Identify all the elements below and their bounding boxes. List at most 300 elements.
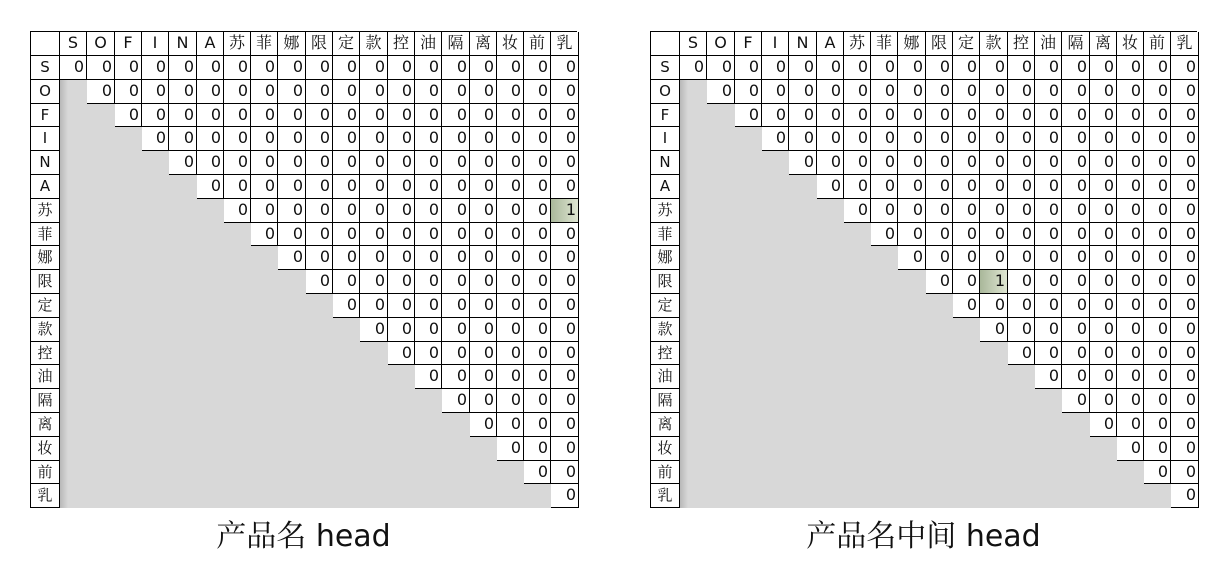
matrix-cell: 0	[1008, 175, 1035, 199]
matrix-cell: 0	[278, 175, 306, 199]
matrix-cell: 0	[1035, 80, 1062, 104]
row-header: 娜	[31, 246, 60, 270]
matrix-cell: 0	[980, 246, 1008, 270]
matrix-cell: 0	[953, 270, 980, 294]
matrix-cell: 0	[251, 223, 278, 246]
column-header: 乳	[551, 32, 579, 56]
matrix-cell: 0	[551, 484, 579, 508]
matrix-cell: 0	[497, 294, 524, 318]
matrix-cell: 0	[306, 104, 333, 127]
column-header: 定	[333, 32, 360, 56]
matrix-cell: 0	[470, 294, 497, 318]
matrix-cell: 0	[360, 270, 388, 294]
matrix-cell: 0	[1117, 342, 1144, 365]
matrix-cell: 0	[470, 365, 497, 389]
matrix-cell: 0	[115, 104, 142, 127]
row-header: 妆	[31, 437, 60, 461]
row-header: 离	[31, 413, 60, 437]
matrix-cell: 0	[278, 127, 306, 151]
matrix-cell: 0	[470, 175, 497, 199]
matrix-cell: 0	[470, 151, 497, 175]
matrix-cell: 0	[1144, 437, 1171, 461]
matrix-cell: 0	[953, 56, 980, 80]
matrix-cell: 0	[360, 318, 388, 342]
matrix-cell: 0	[551, 223, 579, 246]
matrix-cell: 0	[1035, 294, 1062, 318]
matrix-cell: 0	[1090, 223, 1117, 246]
matrix-cell: 0	[497, 80, 524, 104]
matrix-cell: 0	[1035, 318, 1062, 342]
matrix-cell: 0	[1117, 318, 1144, 342]
matrix-cell: 0	[953, 80, 980, 104]
column-header: 离	[1090, 32, 1117, 56]
matrix-cell: 0	[1117, 294, 1144, 318]
matrix-cell: 0	[497, 413, 524, 437]
matrix-cell: 0	[333, 270, 360, 294]
matrix-cell: 0	[844, 80, 871, 104]
matrix-cell: 0	[1035, 223, 1062, 246]
matrix-cell: 0	[871, 175, 898, 199]
matrix-cell: 0	[926, 199, 953, 223]
matrix-cell: 0	[442, 270, 470, 294]
matrix-cell: 0	[360, 223, 388, 246]
matrix-cell: 0	[1035, 104, 1062, 127]
matrix-cell: 0	[442, 342, 470, 365]
matrix-cell: 0	[707, 80, 735, 104]
matrix-cell: 0	[1090, 151, 1117, 175]
matrix-cell: 0	[1144, 461, 1171, 484]
row-header: 妆	[651, 437, 680, 461]
matrix-cell: 0	[1062, 175, 1090, 199]
matrix-cell: 0	[524, 461, 551, 484]
matrix-cell: 0	[1171, 461, 1199, 484]
matrix-cell: 0	[789, 127, 817, 151]
matrix-cell: 0	[551, 270, 579, 294]
matrix-cell: 0	[306, 56, 333, 80]
matrix-cell: 0	[980, 104, 1008, 127]
matrix-cell: 0	[1008, 294, 1035, 318]
matrix-cell: 0	[1062, 104, 1090, 127]
column-header: A	[817, 32, 844, 56]
matrix-cell: 0	[1171, 151, 1199, 175]
matrix-cell: 0	[1008, 80, 1035, 104]
matrix-cell: 0	[524, 437, 551, 461]
column-header: F	[735, 32, 762, 56]
matrix-cell: 0	[551, 342, 579, 365]
row-header: A	[31, 175, 60, 199]
matrix-cell: 0	[1062, 270, 1090, 294]
matrix-cell: 0	[442, 294, 470, 318]
matrix-cell: 0	[333, 104, 360, 127]
matrix-cell: 0	[224, 127, 251, 151]
matrix-cell: 0	[953, 246, 980, 270]
matrix-cell: 0	[551, 104, 579, 127]
matrix-cell: 0	[1144, 104, 1171, 127]
matrix-cell: 0	[388, 199, 415, 223]
row-header: 菲	[651, 223, 680, 246]
matrix-cell: 0	[1062, 223, 1090, 246]
matrix-cell: 0	[1117, 389, 1144, 413]
matrix-cell: 0	[470, 56, 497, 80]
matrix-cell: 0	[1035, 175, 1062, 199]
matrix-cell: 0	[735, 104, 762, 127]
matrix-cell: 0	[333, 294, 360, 318]
matrix-cell: 0	[844, 199, 871, 223]
matrix-cell: 0	[551, 365, 579, 389]
matrix-cell: 0	[551, 294, 579, 318]
row-header: I	[651, 127, 680, 151]
column-header: I	[762, 32, 789, 56]
matrix-grid-right	[650, 31, 1197, 508]
matrix-cell: 0	[306, 80, 333, 104]
matrix-cell: 0	[1090, 199, 1117, 223]
matrix-cell: 0	[415, 318, 442, 342]
matrix-cell: 0	[197, 56, 224, 80]
matrix-cell: 0	[333, 223, 360, 246]
matrix-cell: 0	[1144, 151, 1171, 175]
matrix-cell: 0	[497, 437, 524, 461]
matrix-cell: 0	[1117, 270, 1144, 294]
matrix-cell: 0	[169, 56, 197, 80]
column-header: 油	[415, 32, 442, 56]
matrix-cell: 0	[60, 56, 87, 80]
matrix-cell: 0	[251, 199, 278, 223]
matrix-cell: 0	[87, 56, 115, 80]
matrix-cell: 0	[278, 223, 306, 246]
matrix-cell: 0	[388, 246, 415, 270]
matrix-corner	[651, 32, 680, 56]
matrix-cell: 0	[871, 104, 898, 127]
matrix-cell: 0	[871, 199, 898, 223]
column-header: 苏	[224, 32, 251, 56]
matrix-cell: 0	[360, 151, 388, 175]
highlighted-cell: 1	[551, 199, 579, 223]
matrix-cell: 0	[817, 175, 844, 199]
matrix-cell: 0	[442, 389, 470, 413]
row-header: 离	[651, 413, 680, 437]
matrix-cell: 0	[497, 365, 524, 389]
matrix-cell: 0	[926, 56, 953, 80]
matrix-cell: 0	[1144, 127, 1171, 151]
matrix-cell: 0	[415, 246, 442, 270]
matrix-cell: 0	[1090, 56, 1117, 80]
matrix-cell: 0	[388, 223, 415, 246]
matrix-cell: 0	[169, 104, 197, 127]
matrix-cell: 0	[926, 246, 953, 270]
matrix-cell: 0	[224, 104, 251, 127]
column-header: S	[60, 32, 87, 56]
matrix-cell: 0	[1035, 151, 1062, 175]
column-header: 控	[1008, 32, 1035, 56]
row-header: 苏	[31, 199, 60, 223]
matrix-cell: 0	[333, 151, 360, 175]
matrix-cell: 0	[524, 223, 551, 246]
matrix-cell: 0	[524, 246, 551, 270]
column-header: O	[707, 32, 735, 56]
matrix-cell: 0	[142, 127, 169, 151]
highlighted-cell: 1	[980, 270, 1008, 294]
matrix-cell: 0	[1090, 104, 1117, 127]
matrix-cell: 0	[844, 127, 871, 151]
matrix-cell: 0	[789, 80, 817, 104]
matrix-cell: 0	[306, 175, 333, 199]
matrix-cell: 0	[1171, 127, 1199, 151]
matrix-cell: 0	[224, 175, 251, 199]
matrix-cell: 0	[360, 199, 388, 223]
matrix-cell: 0	[1035, 199, 1062, 223]
matrix-cell: 0	[1062, 80, 1090, 104]
matrix-cell: 0	[1008, 270, 1035, 294]
matrix-cell: 0	[953, 104, 980, 127]
matrix-cell: 0	[442, 80, 470, 104]
matrix-cell: 0	[333, 199, 360, 223]
matrix-cell: 0	[1008, 342, 1035, 365]
matrix-cell: 0	[1144, 175, 1171, 199]
matrix-cell: 0	[442, 127, 470, 151]
matrix-cell: 0	[470, 223, 497, 246]
matrix-cell: 0	[953, 223, 980, 246]
matrix-cell: 0	[497, 127, 524, 151]
matrix-cell: 0	[1144, 318, 1171, 342]
matrix-cell: 0	[551, 437, 579, 461]
matrix-cell: 0	[306, 223, 333, 246]
matrix-cell: 0	[442, 318, 470, 342]
matrix-cell: 0	[415, 104, 442, 127]
matrix-cell: 0	[953, 294, 980, 318]
row-header: 油	[651, 365, 680, 389]
matrix-cell: 0	[333, 246, 360, 270]
matrix-cell: 0	[524, 389, 551, 413]
matrix-cell: 0	[388, 175, 415, 199]
row-header: 油	[31, 365, 60, 389]
matrix-cell: 0	[1035, 270, 1062, 294]
matrix-cell: 0	[926, 151, 953, 175]
matrix-cell: 0	[1117, 127, 1144, 151]
matrix-cell: 0	[1062, 246, 1090, 270]
matrix-cell: 0	[415, 294, 442, 318]
matrix-cell: 0	[142, 80, 169, 104]
matrix-cell: 0	[1035, 127, 1062, 151]
matrix-cell: 0	[1117, 246, 1144, 270]
caption-left: 产品名 head	[216, 519, 391, 554]
matrix-cell: 0	[524, 294, 551, 318]
matrix-cell: 0	[1008, 318, 1035, 342]
matrix-cell: 0	[1117, 365, 1144, 389]
matrix-cell: 0	[735, 56, 762, 80]
matrix-cell: 0	[980, 56, 1008, 80]
matrix-cell: 0	[1008, 56, 1035, 80]
matrix-cell: 0	[980, 175, 1008, 199]
matrix-cell: 0	[415, 365, 442, 389]
matrix-cell: 0	[415, 56, 442, 80]
row-header: 乳	[651, 484, 680, 508]
matrix-cell: 0	[1171, 270, 1199, 294]
matrix-cell: 0	[1171, 365, 1199, 389]
matrix-cell: 0	[707, 56, 735, 80]
matrix-cell: 0	[1144, 223, 1171, 246]
matrix-cell: 0	[1062, 127, 1090, 151]
column-header: A	[197, 32, 224, 56]
column-header: 菲	[251, 32, 278, 56]
matrix-cell: 0	[306, 151, 333, 175]
matrix-cell: 0	[197, 127, 224, 151]
matrix-cell: 0	[524, 127, 551, 151]
matrix-cell: 0	[388, 56, 415, 80]
row-header: 乳	[31, 484, 60, 508]
column-header: 离	[470, 32, 497, 56]
matrix-cell: 0	[388, 270, 415, 294]
matrix-cell: 0	[360, 246, 388, 270]
matrix-cell: 0	[1090, 246, 1117, 270]
row-header: 隔	[651, 389, 680, 413]
matrix-cell: 0	[142, 104, 169, 127]
matrix-cell: 0	[953, 151, 980, 175]
matrix-cell: 0	[898, 56, 926, 80]
matrix-cell: 0	[980, 80, 1008, 104]
matrix-cell: 0	[278, 151, 306, 175]
matrix-cell: 0	[1090, 365, 1117, 389]
matrix-cell: 0	[115, 80, 142, 104]
matrix-cell: 0	[278, 80, 306, 104]
matrix-cell: 0	[497, 104, 524, 127]
matrix-cell: 0	[980, 223, 1008, 246]
matrix-cell: 0	[953, 199, 980, 223]
matrix-cell: 0	[844, 104, 871, 127]
matrix-cell: 0	[333, 56, 360, 80]
matrix-cell: 0	[1090, 318, 1117, 342]
matrix-cell: 0	[871, 127, 898, 151]
matrix-cell: 0	[197, 104, 224, 127]
matrix-cell: 0	[1090, 413, 1117, 437]
row-header: 定	[31, 294, 60, 318]
matrix-cell: 0	[1144, 413, 1171, 437]
matrix-cell: 0	[1144, 294, 1171, 318]
matrix-cell: 0	[251, 175, 278, 199]
column-header: 前	[1144, 32, 1171, 56]
matrix-cell: 0	[1171, 104, 1199, 127]
matrix-cell: 0	[497, 199, 524, 223]
matrix-cell: 0	[497, 56, 524, 80]
column-header: N	[789, 32, 817, 56]
column-header: 苏	[844, 32, 871, 56]
matrix-cell: 0	[980, 294, 1008, 318]
matrix-cell: 0	[388, 318, 415, 342]
matrix-cell: 0	[470, 389, 497, 413]
matrix-cell: 0	[1090, 127, 1117, 151]
matrix-cell: 0	[470, 127, 497, 151]
row-header: F	[651, 104, 680, 127]
matrix-cell: 0	[1171, 342, 1199, 365]
row-header: 控	[31, 342, 60, 365]
matrix-cell: 0	[497, 175, 524, 199]
row-header: 款	[31, 318, 60, 342]
matrix-cell: 0	[360, 104, 388, 127]
matrix-cell: 0	[898, 80, 926, 104]
matrix-cell: 0	[762, 80, 789, 104]
column-header: 控	[388, 32, 415, 56]
row-header: 菲	[31, 223, 60, 246]
matrix-cell: 0	[980, 151, 1008, 175]
matrix-cell: 0	[1090, 80, 1117, 104]
matrix-cell: 0	[817, 104, 844, 127]
matrix-cell: 0	[1062, 294, 1090, 318]
matrix-cell: 0	[442, 151, 470, 175]
column-header: S	[680, 32, 707, 56]
matrix-cell: 0	[762, 104, 789, 127]
matrix-cell: 0	[497, 389, 524, 413]
matrix-cell: 0	[497, 223, 524, 246]
matrix-cell: 0	[415, 342, 442, 365]
row-header: 前	[651, 461, 680, 484]
matrix-cell: 0	[1035, 342, 1062, 365]
matrix-cell: 0	[1062, 56, 1090, 80]
matrix-cell: 0	[1171, 294, 1199, 318]
matrix-cell: 0	[551, 175, 579, 199]
matrix-cell: 0	[333, 80, 360, 104]
matrix-cell: 0	[470, 104, 497, 127]
matrix-cell: 0	[87, 80, 115, 104]
row-header: O	[651, 80, 680, 104]
matrix-cell: 0	[1171, 318, 1199, 342]
matrix-cell: 0	[1171, 484, 1199, 508]
matrix-cell: 0	[442, 246, 470, 270]
matrix-cell: 0	[980, 127, 1008, 151]
matrix-cell: 0	[306, 127, 333, 151]
column-header: 菲	[871, 32, 898, 56]
matrix-cell: 0	[551, 389, 579, 413]
matrix-cell: 0	[224, 80, 251, 104]
matrix-cell: 0	[1171, 199, 1199, 223]
matrix-cell: 0	[1008, 127, 1035, 151]
matrix-cell: 0	[680, 56, 707, 80]
matrix-cell: 0	[1144, 80, 1171, 104]
matrix-cell: 0	[278, 56, 306, 80]
matrix-cell: 0	[817, 56, 844, 80]
matrix-cell: 0	[1008, 246, 1035, 270]
matrix-cell: 0	[1008, 199, 1035, 223]
column-header: 油	[1035, 32, 1062, 56]
matrix-cell: 0	[415, 80, 442, 104]
matrix-cell: 0	[1035, 365, 1062, 389]
matrix-cell: 0	[251, 104, 278, 127]
matrix-cell: 0	[224, 56, 251, 80]
matrix-cell: 0	[926, 175, 953, 199]
matrix-cell: 0	[1090, 294, 1117, 318]
matrix-cell: 0	[1117, 56, 1144, 80]
matrix-cell: 0	[524, 151, 551, 175]
matrix-cell: 0	[524, 413, 551, 437]
column-header: 限	[306, 32, 333, 56]
column-header: O	[87, 32, 115, 56]
matrix-cell: 0	[442, 104, 470, 127]
matrix-cell: 0	[142, 56, 169, 80]
matrix-cell: 0	[953, 175, 980, 199]
matrix-cell: 0	[789, 104, 817, 127]
matrix-cell: 0	[442, 175, 470, 199]
matrix-grid-left	[30, 31, 577, 508]
matrix-cell: 0	[551, 127, 579, 151]
matrix-cell: 0	[442, 223, 470, 246]
matrix-cell: 0	[1144, 389, 1171, 413]
matrix-cell: 0	[497, 318, 524, 342]
attention-matrix-left	[30, 31, 577, 554]
matrix-cell: 0	[524, 270, 551, 294]
row-header: 款	[651, 318, 680, 342]
matrix-cell: 0	[1144, 365, 1171, 389]
matrix-cell: 0	[926, 127, 953, 151]
matrix-cell: 0	[360, 56, 388, 80]
matrix-cell: 0	[1008, 151, 1035, 175]
